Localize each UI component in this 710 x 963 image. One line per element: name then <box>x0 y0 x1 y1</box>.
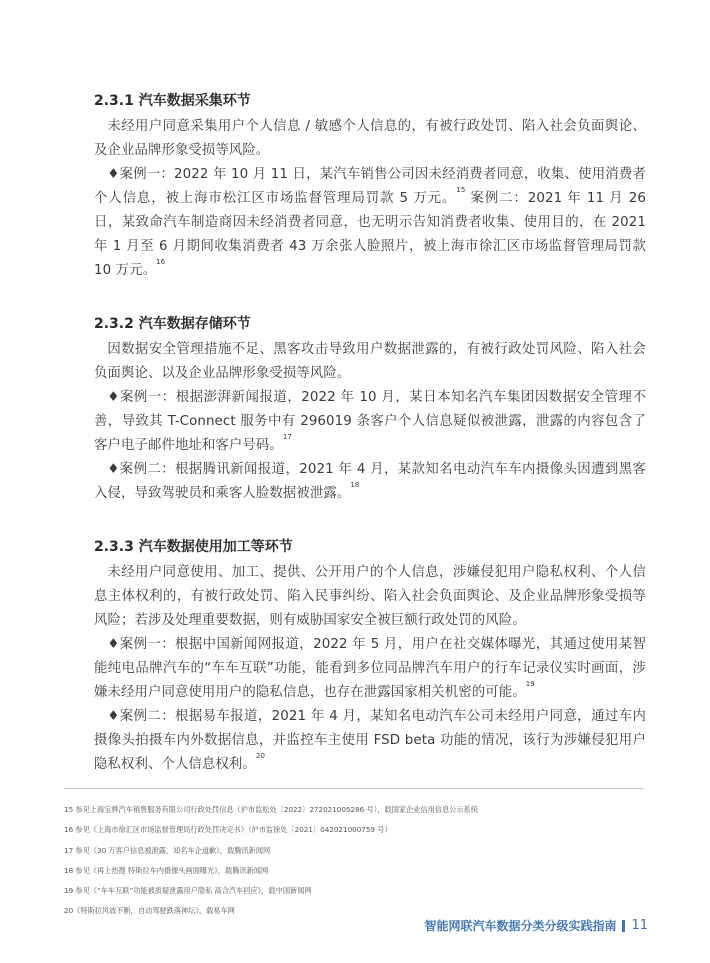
main-content <box>94 90 646 807</box>
section-data-storage <box>94 313 646 506</box>
footnote-item: 17 参见《30 万客户信息被泄露，知名车企道歉》，载腾讯新闻网 <box>64 845 271 855</box>
case-paragraph: ♦案例二：根据腾讯新闻报道，2021 年 4 月，某款知名电动汽车车内摄像头因遭到黑客入侵，导致驾驶员和乘客人脸数据被泄露。$^{18}$ <box>94 462 646 501</box>
body-paragraph: 未经用户同意使用、加工、提供、公开用户的个人信息，涉嫌侵犯用户隐私权利、个人信息主体权利的，有被行政处罚、陷入民事纠纷、陷入社会负面舆论、及企业品牌形象受损等风险；若涉及处理重要数据，则有威胁国家安全被巨额行政处罚的风险。 <box>94 565 646 628</box>
footer-divider <box>622 920 625 932</box>
page-number: 11 <box>631 918 648 933</box>
section-heading: 2.3.1 汽车数据采集环节 <box>94 93 251 109</box>
body-paragraph: 因数据安全管理措施不足、黑客攻击导致用户数据泄露的，有被行政处罚风险、陷入社会负面舆论、以及企业品牌形象受损等风险。 <box>94 342 646 381</box>
footnote-ref: 15 <box>456 186 466 194</box>
case-paragraph: ♦案例一：根据中国新闻网报道，2022 年 5 月，用户在社交媒体曝光，其通过使用某智能纯电品牌汽车的“车车互联”功能，能看到多位同品牌汽车用户的行车记录仪实时画面，涉嫌未经用户同意使用用户的隐私信息，也存在泄露国家相关机密的可能。$^{19}$ <box>94 637 646 700</box>
footnote-ref: 16 <box>156 258 166 266</box>
case-paragraph: ♦案例二：根据易车报道，2021 年 4 月，某知名电动汽车公司未经用户同意，通过车内摄像头拍摄车内外数据信息，并监控车主使用 FSD beta 功能的情况，该行为涉嫌侵犯用户隐私权利、个人信息权利。$^{20}$ <box>94 709 646 772</box>
body-paragraph: 未经用户同意采集用户个人信息 / 敏感个人信息的，有被行政处罚、陷入社会负面舆论、及企业品牌形象受损等风险。 <box>94 119 646 158</box>
footnote-item: 15 参见上海宝骅汽车销售服务有限公司行政处罚信息（沪市监松处〔2022〕272021005286 号），载国家企业信用信息公示系统 <box>64 805 478 814</box>
footnote-ref: 17 <box>282 433 292 441</box>
footnote-divider <box>64 788 644 789</box>
footnote-ref: 18 <box>350 481 360 489</box>
case-paragraph: ♦案例一：2022 年 10 月 11 日，某汽车销售公司因未经消费者同意，收集、使用消费者个人信息，被上海市松江区市场监督管理局罚款 5 万元。$^{15}$ 案例二：2021 年 11 月 26 日，某致命汽车制造商因未经消费者同意，也无明示告知消费者收集、使用目的，在 2021 年 1 月至 6 月期间收集消费者 43 万余张人脸照片，被上海市徐汇区市场监督管理局罚款 10 万元。$^{16}$ <box>94 167 647 278</box>
footnotes <box>64 800 664 922</box>
footnote-ref: 19 <box>525 680 535 688</box>
page-footer <box>424 917 648 934</box>
document-title: 智能网联汽车数据分类分级实践指南 <box>424 919 617 933</box>
section-data-collection <box>94 90 646 283</box>
section-data-use <box>94 536 646 777</box>
footnote-item: 20《特斯拉风波不断，自动驾驶跌落神坛》，载易车网 <box>64 906 235 916</box>
footnote-item: 16 参见《上海市徐汇区市场监督管理局行政处罚决定书》（沪市监徐处〔2021〕042021000759 号） <box>64 825 392 835</box>
footnote-item: 19 参见《“车车互联”功能被质疑泄露用户隐私 高合汽车回应》，载中国新闻网 <box>64 886 312 896</box>
section-heading: 2.3.2 汽车数据存储环节 <box>94 316 251 332</box>
footnote-item: 18 参见《再上热搜 特斯拉车内摄像头画面曝光》，载腾讯新闻网 <box>64 865 269 875</box>
case-paragraph: ♦案例一：根据澎湃新闻报道，2022 年 10 月，某日本知名汽车集团因数据安全管理不善，导致其 T-Connect 服务中有 296019 条客户个人信息疑似被泄露，泄露的内容包含了客户电子邮件地址和客户号码。$^{17}$ <box>94 390 646 453</box>
section-heading: 2.3.3 汽车数据使用加工等环节 <box>94 539 293 555</box>
footnote-ref: 20 <box>255 752 265 760</box>
